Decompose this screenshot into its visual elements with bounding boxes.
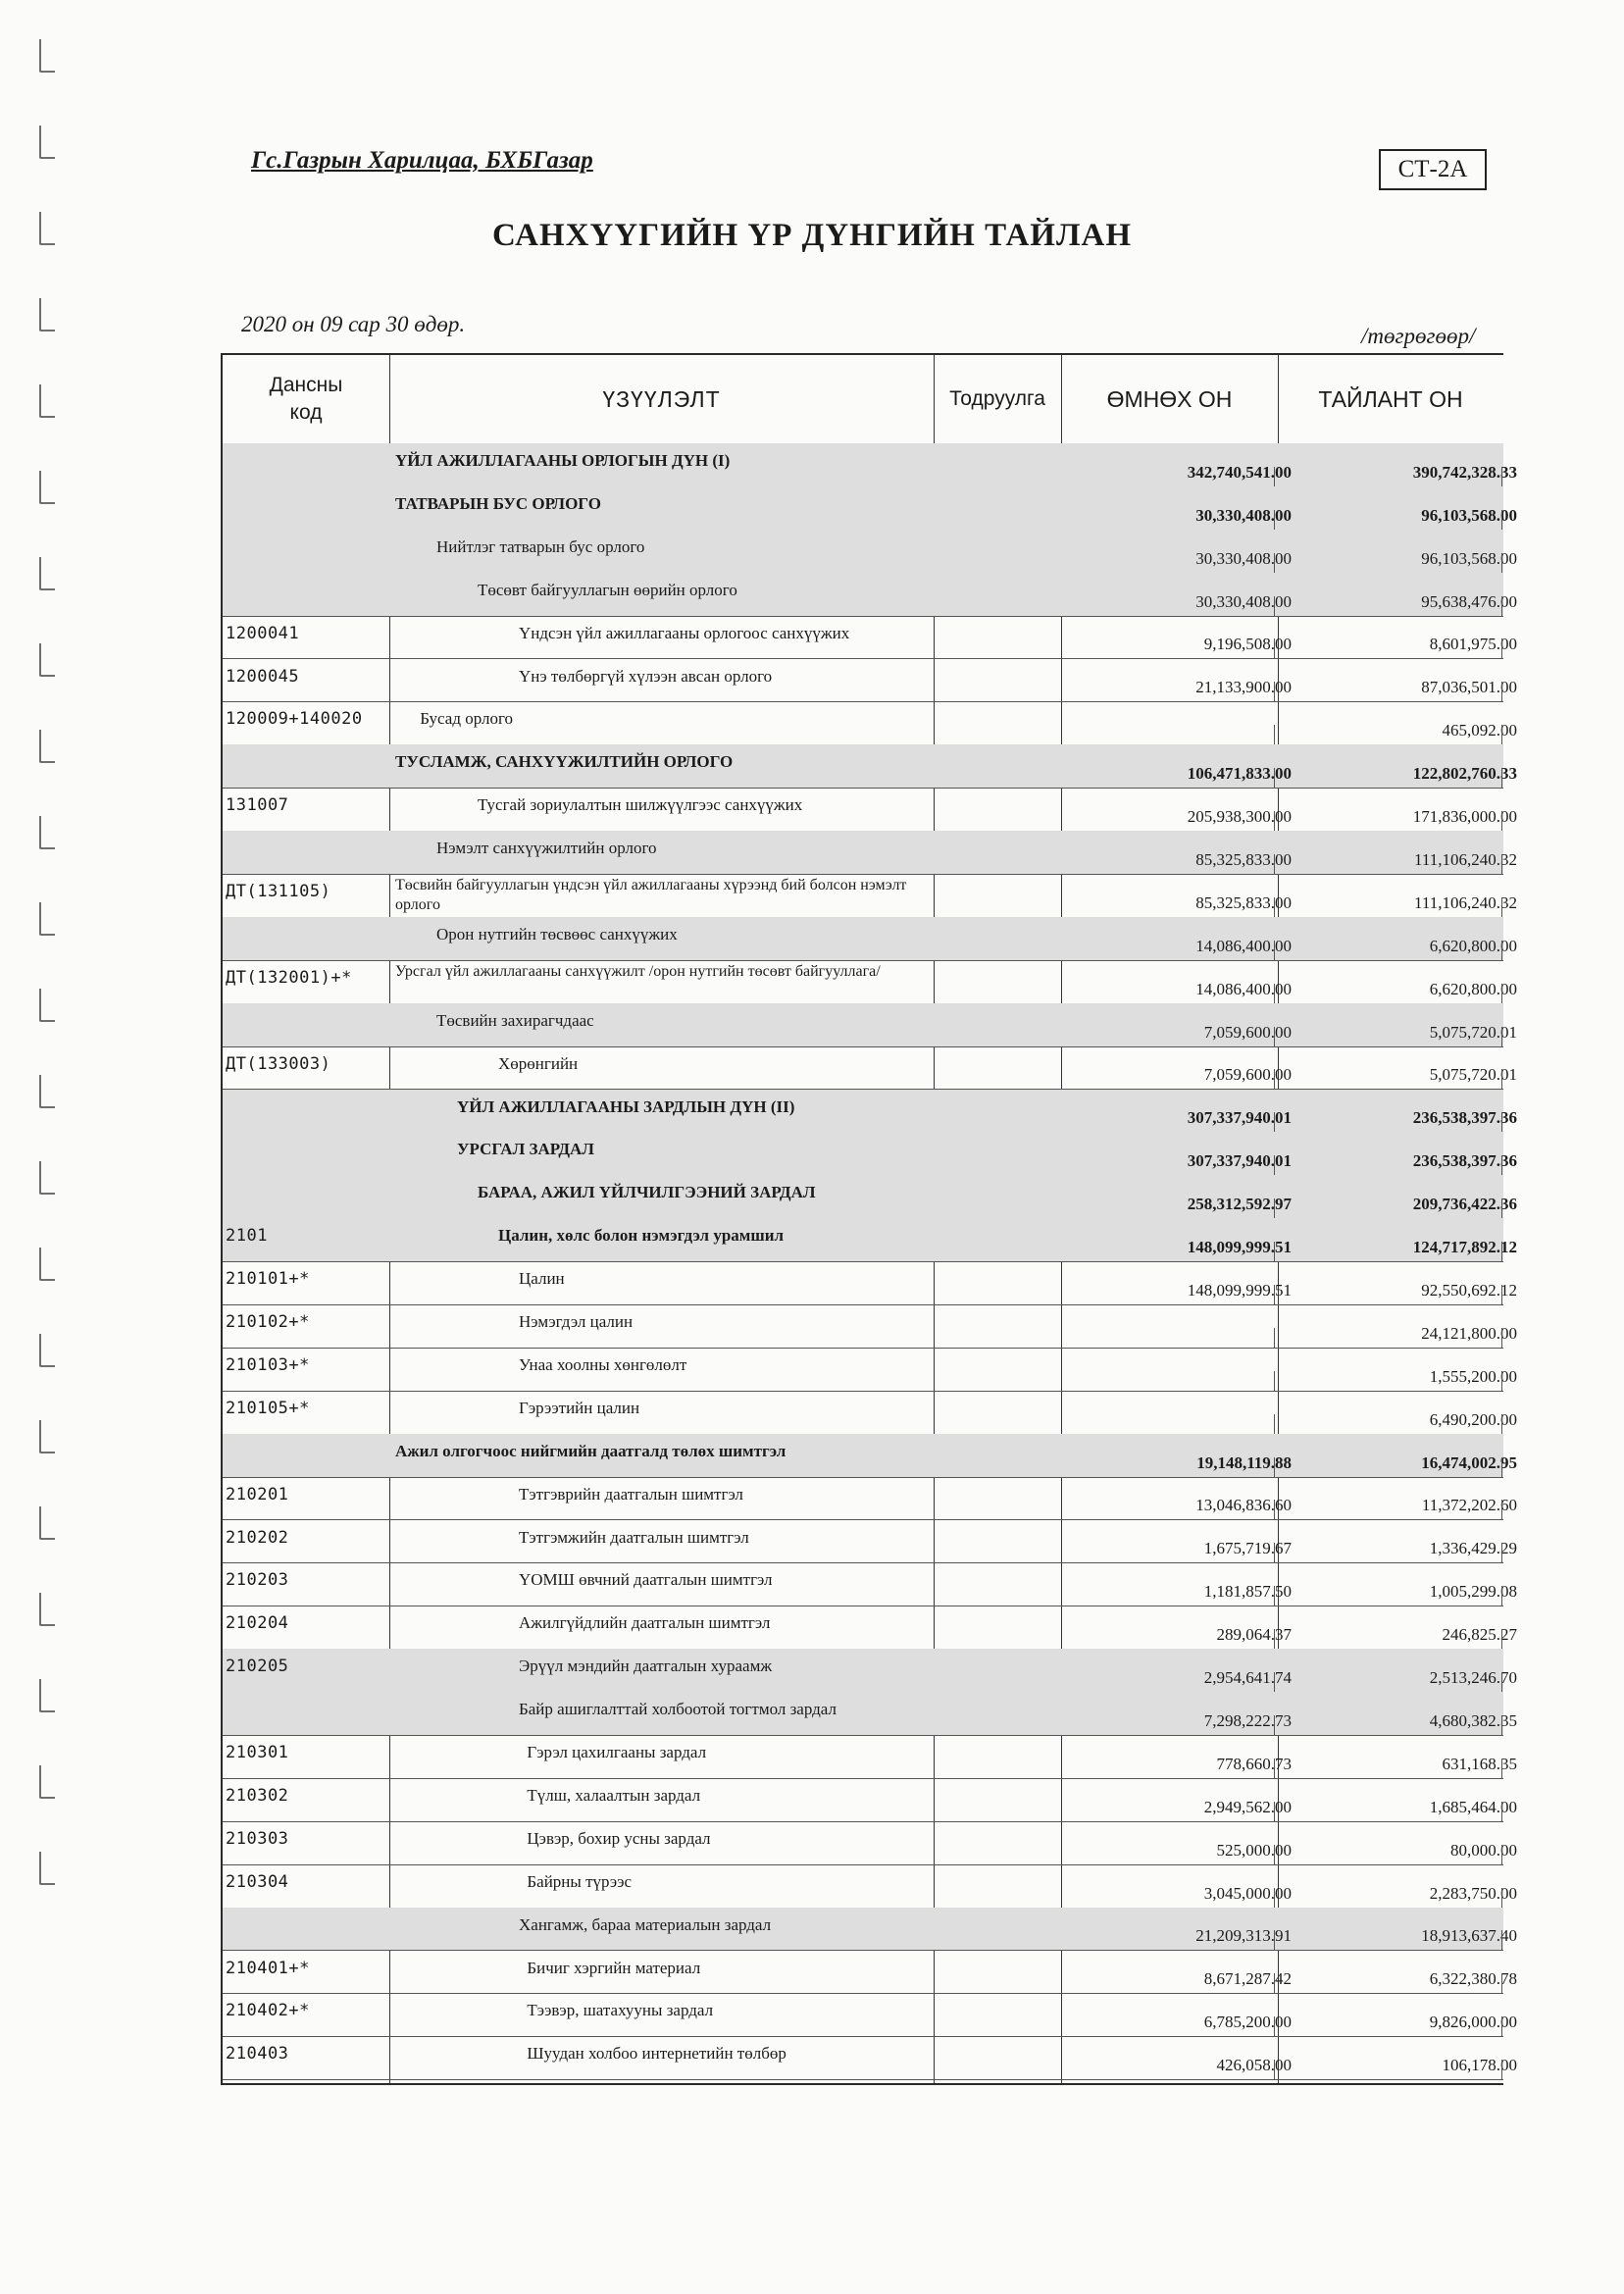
account-code: 1200041 [226, 623, 300, 643]
table-row [223, 1175, 1517, 1219]
indicator-name: Бусад орлого [420, 709, 514, 729]
cell-tick [1501, 638, 1502, 658]
cell-tick [1501, 1930, 1502, 1950]
previous-year-value: 205,938,300.00 [1187, 807, 1292, 827]
current-year-value: 111,106,240.32 [1414, 892, 1517, 912]
account-code: ДТ(133003) [226, 1053, 331, 1074]
account-code: 210203 [226, 1570, 289, 1591]
binder-hole [39, 643, 55, 677]
table-row [223, 573, 1517, 617]
table-row [223, 486, 1517, 531]
cell-tick [1274, 510, 1275, 530]
indicator-name: Гэрээтийн цалин [519, 1398, 640, 1417]
indicator-name: Хөрөнгийн [498, 1053, 579, 1073]
binder-hole [39, 1075, 55, 1108]
cell-tick [1501, 1069, 1502, 1089]
cell-tick [1501, 1027, 1502, 1046]
account-code: 210301 [226, 1743, 289, 1762]
cell-tick [1501, 1198, 1502, 1218]
indicator-name: ҮЙЛ АЖИЛЛАГААНЫ ЗАРДЛЫН ДҮН (II) [457, 1096, 795, 1116]
current-year-value: 124,717,892.12 [1412, 1238, 1517, 1257]
binder-hole [39, 1506, 55, 1540]
current-year-value: 631,168.35 [1442, 1754, 1517, 1773]
table-row [223, 1692, 1517, 1736]
account-code: 210102+* [226, 1312, 310, 1332]
cell-tick [1274, 596, 1275, 616]
current-year-value: 1,555,200.00 [1429, 1366, 1517, 1386]
table-row [223, 1735, 1517, 1779]
indicator-name: БАРАА, АЖИЛ ҮЙЛЧИЛГЭЭНИЙ ЗАРДАЛ [478, 1183, 816, 1202]
table-row [223, 1348, 1517, 1392]
cell-tick [1501, 553, 1502, 573]
indicator-name: Тээвэр, шатахууны зардал [527, 2001, 714, 2020]
form-code-box: СТ-2А [1379, 149, 1487, 190]
account-code: 210205 [226, 1657, 289, 1677]
account-code: 131007 [226, 795, 289, 816]
table-row [223, 1908, 1517, 1952]
previous-year-value: 148,099,999.51 [1187, 1238, 1292, 1257]
cell-tick [1501, 1759, 1502, 1778]
table-row [223, 1046, 1517, 1091]
current-year-value: 9,826,000.00 [1429, 2013, 1517, 2032]
current-year-value: 171,836,000.00 [1412, 807, 1517, 827]
current-year-value: 5,075,720.01 [1429, 1022, 1517, 1042]
previous-year-value: 6,785,200.00 [1203, 2013, 1292, 2032]
previous-year-value: 21,133,900.00 [1195, 678, 1292, 697]
current-year-value: 236,538,397.36 [1412, 1108, 1517, 1128]
current-year-value: 87,036,501.00 [1421, 678, 1517, 697]
cell-tick [1274, 1845, 1275, 1864]
indicator-name: Ажилгүйдлийн даатгалын шимтгэл [519, 1613, 771, 1633]
account-code: 210401+* [226, 1958, 310, 1978]
cell-tick [1501, 1543, 1502, 1562]
binder-hole [39, 1420, 55, 1453]
indicator-name: ҮОМШ өвчний даатгалын шимтгэл [519, 1570, 773, 1590]
cell-tick [1274, 1973, 1275, 1993]
current-year-value: 465,092.00 [1442, 721, 1517, 740]
indicator-name: Төсвийн байгууллагын үндсэн үйл ажиллагааны хүрээнд бий болсон нэмэлт орлого [395, 877, 907, 913]
cell-tick [1274, 638, 1275, 658]
indicator-name: Эрүүл мэндийн даатгалын хураамж [519, 1657, 773, 1676]
current-year-value: 4,680,382.35 [1429, 1710, 1517, 1730]
current-year-value: 209,736,422.36 [1412, 1195, 1517, 1214]
indicator-name: Унаа хоолны хөнгөлөлт [519, 1354, 687, 1374]
indicator-name: Гэрэл цахилгааны зардал [527, 1743, 707, 1761]
cell-tick [1501, 1888, 1502, 1908]
cell-tick [1501, 510, 1502, 530]
indicator-name: Тэтгэмжийн даатгалын шимтгэл [519, 1527, 749, 1547]
cell-tick [1501, 596, 1502, 616]
previous-year-value: 1,181,857.50 [1203, 1582, 1292, 1602]
header-previous-label: ӨМНӨХ ОН [1106, 385, 1233, 412]
cell-tick [1501, 768, 1502, 788]
previous-year-value: 8,671,287.42 [1203, 1969, 1292, 1989]
table-row [223, 701, 1517, 745]
cell-tick [1274, 467, 1275, 486]
table-row [223, 1261, 1517, 1305]
table-row [223, 1649, 1517, 1693]
cell-tick [1501, 1457, 1502, 1477]
previous-year-value: 106,471,833.00 [1187, 764, 1292, 784]
cell-tick [1501, 467, 1502, 486]
indicator-name: Урсгал үйл ажиллагааны санхүүжилт /орон нутгийн төсөвт байгууллага/ [395, 962, 881, 980]
previous-year-value: 9,196,508.00 [1203, 635, 1292, 654]
cell-tick [1274, 854, 1275, 874]
indicator-name: Бичиг хэргийн материал [527, 1958, 701, 1977]
cell-tick [1501, 1973, 1502, 1993]
table-row [223, 1391, 1517, 1435]
cell-tick [1274, 1672, 1275, 1692]
account-code: 210303 [226, 1828, 289, 1849]
current-year-value: 6,620,800.00 [1429, 936, 1517, 955]
binder-hole [39, 816, 55, 849]
cell-tick [1274, 553, 1275, 573]
indicator-name: ТУСЛАМЖ, САНХҮҮЖИЛТИЙН ОРЛОГО [395, 752, 734, 772]
cell-tick [1274, 1328, 1275, 1348]
current-year-value: 5,075,720.01 [1429, 1065, 1517, 1085]
current-year-value: 2,283,750.00 [1429, 1883, 1517, 1903]
report-title: САНХҮҮГИЙН ҮР ДҮНГИЙН ТАЙЛАН [491, 218, 1133, 253]
indicator-name: Нэмэгдэл цалин [519, 1312, 634, 1331]
table-row [223, 1993, 1517, 2037]
binder-hole [39, 1765, 55, 1799]
current-year-value: 6,490,200.00 [1429, 1409, 1517, 1429]
account-code: ДТ(131105) [226, 882, 331, 901]
header-code [223, 355, 389, 445]
account-code: 120009+140020 [226, 709, 363, 730]
table-row [223, 1434, 1517, 1478]
cell-tick [1501, 682, 1502, 701]
indicator-name: Байр ашиглалттай холбоотой тогтмол зардал [519, 1700, 837, 1719]
table-row [223, 788, 1517, 832]
indicator-name: Шуудан холбоо интернетийн төлбөр [527, 2044, 787, 2064]
binder-hole [39, 471, 55, 504]
cell-tick [1274, 1371, 1275, 1391]
table-row [223, 1132, 1517, 1176]
header-indicator-label: ҮЗҮҮЛЭЛТ [602, 385, 721, 412]
cell-tick [1501, 941, 1502, 960]
cell-tick [1274, 811, 1275, 831]
table-row [223, 1864, 1517, 1909]
binder-hole [39, 902, 55, 936]
previous-year-value: 13,046,836.60 [1195, 1496, 1292, 1515]
table-row [223, 530, 1517, 574]
cell-tick [1274, 941, 1275, 960]
cell-tick [1274, 682, 1275, 701]
indicator-name: ТАТВАРЫН БУС ОРЛОГО [395, 493, 601, 513]
cell-tick [1501, 811, 1502, 831]
binder-hole [39, 1852, 55, 1885]
cell-tick [1501, 897, 1502, 917]
cell-tick [1274, 1198, 1275, 1218]
cell-tick [1501, 1285, 1502, 1304]
current-year-value: 122,802,760.33 [1412, 764, 1517, 784]
indicator-name: Байрны түрээс [527, 1871, 633, 1891]
indicator-name: Төсвийн захирагчдаас [436, 1010, 594, 1030]
cell-tick [1501, 1328, 1502, 1348]
cell-tick [1274, 1500, 1275, 1519]
previous-year-value: 30,330,408.00 [1195, 591, 1292, 611]
indicator-name: Тусгай зориулалтын шилжүүлгээс санхүүжих [478, 795, 803, 815]
binder-hole [39, 1679, 55, 1712]
account-code: 210202 [226, 1527, 289, 1548]
cell-tick [1274, 1888, 1275, 1908]
cell-tick [1274, 897, 1275, 917]
binder-hole [39, 298, 55, 331]
table-row [223, 659, 1517, 703]
previous-year-value: 307,337,940.01 [1187, 1108, 1292, 1128]
table-row [223, 1951, 1517, 1995]
cell-tick [1274, 1457, 1275, 1477]
previous-year-value: 30,330,408.00 [1195, 505, 1292, 525]
cell-tick [1274, 2016, 1275, 2036]
cell-tick [1274, 1069, 1275, 1089]
current-year-value: 1,005,299.08 [1429, 1582, 1517, 1602]
current-year-value: 111,106,240.32 [1414, 849, 1517, 869]
previous-year-value: 85,325,833.00 [1195, 849, 1292, 869]
table-row [223, 1218, 1517, 1262]
cell-tick [1501, 1715, 1502, 1735]
account-code: 210204 [226, 1613, 289, 1634]
table-row [223, 2036, 1517, 2080]
cell-tick [1274, 2060, 1275, 2079]
cell-tick [1501, 1500, 1502, 1519]
previous-year-value: 2,954,641.74 [1203, 1668, 1292, 1688]
table-row [223, 1606, 1517, 1650]
binder-hole [39, 39, 55, 73]
current-year-value: 80,000.00 [1450, 1840, 1517, 1860]
current-year-value: 92,550,692.12 [1421, 1280, 1517, 1300]
table-row [223, 1090, 1517, 1134]
account-code: 210101+* [226, 1269, 310, 1290]
account-code: 210304 [226, 1871, 289, 1892]
cell-tick [1274, 1802, 1275, 1821]
indicator-name: Төсөвт байгууллагын өөрийн орлого [478, 580, 737, 599]
account-code: 210302 [226, 1785, 289, 1806]
cell-tick [1501, 2060, 1502, 2079]
current-year-value: 11,372,202.60 [1421, 1496, 1517, 1515]
current-year-value: 96,103,568.00 [1421, 505, 1517, 525]
header-note-label: Тодруулга [949, 387, 1045, 410]
indicator-name: Цалин [519, 1269, 565, 1289]
header-note [934, 355, 1061, 445]
previous-year-value: 14,086,400.00 [1195, 936, 1292, 955]
account-code: 1200045 [226, 666, 300, 687]
previous-year-value: 148,099,999.51 [1187, 1280, 1292, 1300]
cell-tick [1274, 1242, 1275, 1261]
previous-year-value: 7,059,600.00 [1203, 1022, 1292, 1042]
table-row [223, 744, 1517, 789]
current-year-value: 390,742,328.33 [1412, 462, 1517, 482]
table-row [223, 1562, 1517, 1606]
cell-tick [1274, 1586, 1275, 1606]
table-row [223, 1778, 1517, 1822]
cell-tick [1501, 1371, 1502, 1391]
current-year-value: 236,538,397.36 [1412, 1151, 1517, 1171]
previous-year-value: 426,058.00 [1216, 2056, 1292, 2075]
cell-tick [1501, 1155, 1502, 1175]
previous-year-value: 7,298,222.73 [1203, 1710, 1292, 1730]
cell-tick [1274, 1414, 1275, 1434]
indicator-name: ҮЙЛ АЖИЛЛАГААНЫ ОРЛОГЫН ДҮН (I) [395, 451, 731, 470]
table-row [223, 831, 1517, 875]
cell-tick [1501, 1414, 1502, 1434]
table-row [223, 874, 1517, 918]
cell-tick [1501, 984, 1502, 1003]
current-year-value: 24,121,800.00 [1421, 1323, 1517, 1343]
cell-tick [1501, 1672, 1502, 1692]
cell-tick [1274, 1543, 1275, 1562]
previous-year-value: 30,330,408.00 [1195, 548, 1292, 568]
cell-tick [1501, 854, 1502, 874]
current-year-value: 2,513,246.70 [1429, 1668, 1517, 1688]
table-row [223, 1477, 1517, 1521]
previous-year-value: 21,209,313.91 [1195, 1926, 1292, 1946]
cell-tick [1501, 1586, 1502, 1606]
cell-tick [1274, 768, 1275, 788]
previous-year-value: 342,740,541.00 [1187, 462, 1292, 482]
binder-hole [39, 730, 55, 763]
cell-tick [1501, 1112, 1502, 1132]
current-year-value: 1,685,464.00 [1429, 1797, 1517, 1816]
binder-hole [39, 557, 55, 590]
indicator-name: Цалин, хөлс болон нэмэгдэл урамшил [498, 1226, 785, 1246]
currency-unit: /төгрөгөөр/ [1361, 324, 1476, 348]
indicator-name: Орон нутгийн төсвөөс санхүүжих [436, 924, 678, 943]
table-row [223, 1821, 1517, 1865]
indicator-name: Тэтгэврийн даатгалын шимтгэл [519, 1484, 743, 1504]
previous-year-value: 19,148,119.88 [1196, 1453, 1292, 1472]
previous-year-value: 7,059,600.00 [1203, 1065, 1292, 1085]
binder-hole [39, 126, 55, 159]
header-code-label: Дансны код [269, 374, 343, 424]
cell-tick [1274, 725, 1275, 744]
current-year-value: 8,601,975.00 [1429, 635, 1517, 654]
table-row [223, 960, 1517, 1004]
previous-year-value: 289,064.37 [1216, 1625, 1292, 1645]
cell-tick [1274, 1155, 1275, 1175]
indicator-name: Нэмэлт санхүүжилтийн орлого [436, 839, 657, 858]
indicator-name: Ажил олгогчоос нийгмийн даатгалд төлөх шимтгэл [395, 1441, 787, 1460]
table-row [223, 616, 1517, 660]
cell-tick [1274, 1112, 1275, 1132]
financial-results-table [221, 353, 1517, 2085]
cell-tick [1274, 1715, 1275, 1735]
current-year-value: 6,322,380.78 [1429, 1969, 1517, 1989]
binder-hole [39, 1593, 55, 1626]
binder-hole [39, 384, 55, 418]
previous-year-value: 525,000.00 [1216, 1840, 1292, 1860]
indicator-name: Цэвэр, бохир усны зардал [527, 1828, 711, 1848]
indicator-name: УРСГАЛ ЗАРДАЛ [457, 1140, 594, 1159]
binder-hole [39, 1334, 55, 1367]
report-date: 2020 он 09 сар 30 өдөр. [241, 312, 466, 336]
cell-tick [1501, 1802, 1502, 1821]
cell-tick [1274, 1629, 1275, 1649]
cell-tick [1501, 1242, 1502, 1261]
cell-tick [1501, 725, 1502, 744]
current-year-value: 95,638,476.00 [1421, 591, 1517, 611]
table-row [223, 917, 1517, 961]
current-year-value: 16,474,002.95 [1421, 1453, 1517, 1472]
previous-year-value: 1,675,719.67 [1203, 1539, 1292, 1558]
previous-year-value: 2,949,562.00 [1203, 1797, 1292, 1816]
previous-year-value: 3,045,000.00 [1203, 1883, 1292, 1903]
previous-year-value: 307,337,940.01 [1187, 1151, 1292, 1171]
table-row [223, 443, 1517, 487]
header-current [1278, 355, 1503, 445]
account-code: 210103+* [226, 1354, 310, 1375]
previous-year-value: 778,660.73 [1216, 1754, 1292, 1773]
binder-holes [39, 0, 61, 2294]
current-year-value: 96,103,568.00 [1421, 548, 1517, 568]
current-year-value: 106,178.00 [1442, 2056, 1517, 2075]
indicator-name: Нийтлэг татварын бус орлого [436, 536, 645, 556]
organization-name: Гс.Газрын Харилцаа, БХБГазар [251, 147, 593, 174]
indicator-name: Үндсэн үйл ажиллагааны орлогоос санхүүжих [519, 623, 850, 642]
previous-year-value: 258,312,592.97 [1187, 1195, 1292, 1214]
account-code: 210105+* [226, 1398, 310, 1418]
binder-hole [39, 1161, 55, 1195]
table-row [223, 1304, 1517, 1349]
header-indicator [389, 355, 934, 445]
current-year-value: 6,620,800.00 [1429, 979, 1517, 998]
indicator-name: Үнэ төлбөргүй хүлээн авсан орлого [519, 666, 773, 686]
current-year-value: 18,913,637.40 [1421, 1926, 1517, 1946]
account-code: 2101 [226, 1226, 268, 1247]
cell-tick [1274, 1930, 1275, 1950]
indicator-name: Хангамж, бараа материалын зардал [519, 1914, 772, 1934]
previous-year-value: 85,325,833.00 [1195, 892, 1292, 912]
header-current-label: ТАЙЛАНТ ОН [1318, 385, 1463, 412]
cell-tick [1501, 2016, 1502, 2036]
cell-tick [1274, 984, 1275, 1003]
cell-tick [1274, 1759, 1275, 1778]
indicator-name: Түлш, халаалтын зардал [527, 1785, 701, 1805]
header-previous [1061, 355, 1278, 445]
binder-hole [39, 1248, 55, 1281]
binder-hole [39, 989, 55, 1022]
account-code: 210201 [226, 1484, 289, 1504]
previous-year-value: 14,086,400.00 [1195, 979, 1292, 998]
cell-tick [1274, 1027, 1275, 1046]
account-code: 210402+* [226, 2001, 310, 2021]
table-row [223, 1003, 1517, 1047]
account-code: 210403 [226, 2044, 289, 2065]
table-row [223, 1520, 1517, 1564]
current-year-value: 246,825.27 [1442, 1625, 1517, 1645]
cell-tick [1501, 1845, 1502, 1864]
current-year-value: 1,336,429.29 [1429, 1539, 1517, 1558]
cell-tick [1501, 1629, 1502, 1649]
cell-tick [1274, 1285, 1275, 1304]
account-code: ДТ(132001)+* [226, 967, 352, 988]
